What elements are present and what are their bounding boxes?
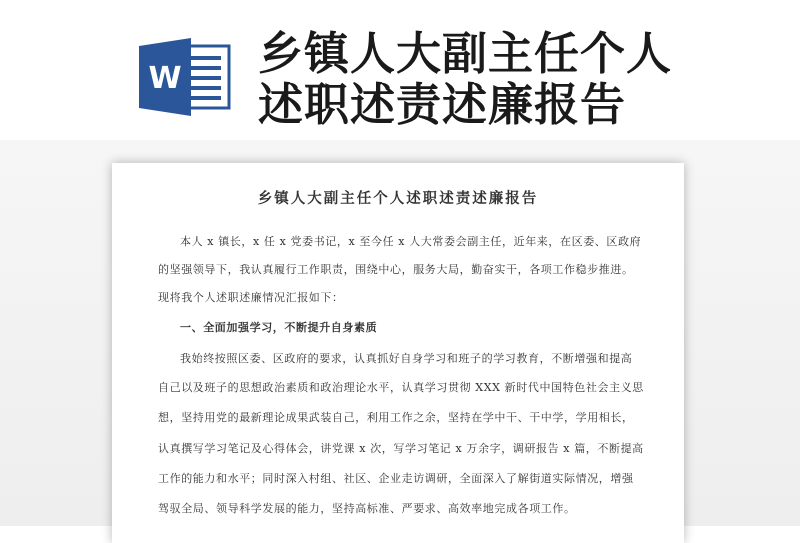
paragraph-line: 认真撰写学习笔记及心得体会，讲党课 x 次，写学习笔记 x 万余字，调研报告 x 篇，不断提高 (158, 442, 644, 455)
paragraph-line: 自己以及班子的思想政治素质和政治理论水平，认真学习贯彻 XXX 新时代中国特色社会主义思 (158, 381, 644, 394)
paragraph-line: 现将我个人述职述廉情况汇报如下： (158, 291, 344, 304)
paragraph-line: 的坚强领导下，我认真履行工作职责，围绕中心，服务大局，勤奋实干，各项工作稳步推进。 (158, 263, 634, 276)
document-page (112, 163, 684, 543)
banner-title (258, 28, 778, 130)
paragraph-line: 工作的能力和水平；同时深入村组、社区、企业走访调研，全面深入了解街道实际情况，增强 (158, 472, 634, 485)
header-banner (0, 0, 800, 140)
paragraph-line: 本人 x 镇长，x 任 x 党委书记，x 至今任 x 人大常委会副主任，近年来，在区委、区政府 (180, 235, 642, 248)
banner-title-line-2: 述职述责述廉报告 (258, 78, 627, 131)
paragraph-line: 想，坚持用党的最新理论成果武装自己，利用工作之余，坚持在学中干、干中学，学用相长， (158, 411, 634, 424)
section-heading: 一、全面加强学习，不断提升自身素质 (180, 321, 378, 334)
paragraph-line: 我始终按照区委、区政府的要求，认真抓好自身学习和班子的学习教育，不断增强和提高 (180, 352, 633, 365)
banner-title-line-1: 乡镇人大副主任个人 (258, 27, 673, 80)
paragraph-line: 驾驭全局、领导科学发展的能力，坚持高标准、严要求、高效率地完成各项工作。 (158, 502, 576, 515)
word-document-icon (135, 38, 235, 116)
document-title: 乡镇人大副主任个人述职述责述廉报告 (257, 190, 539, 207)
word-icon-letter: W (148, 61, 182, 96)
